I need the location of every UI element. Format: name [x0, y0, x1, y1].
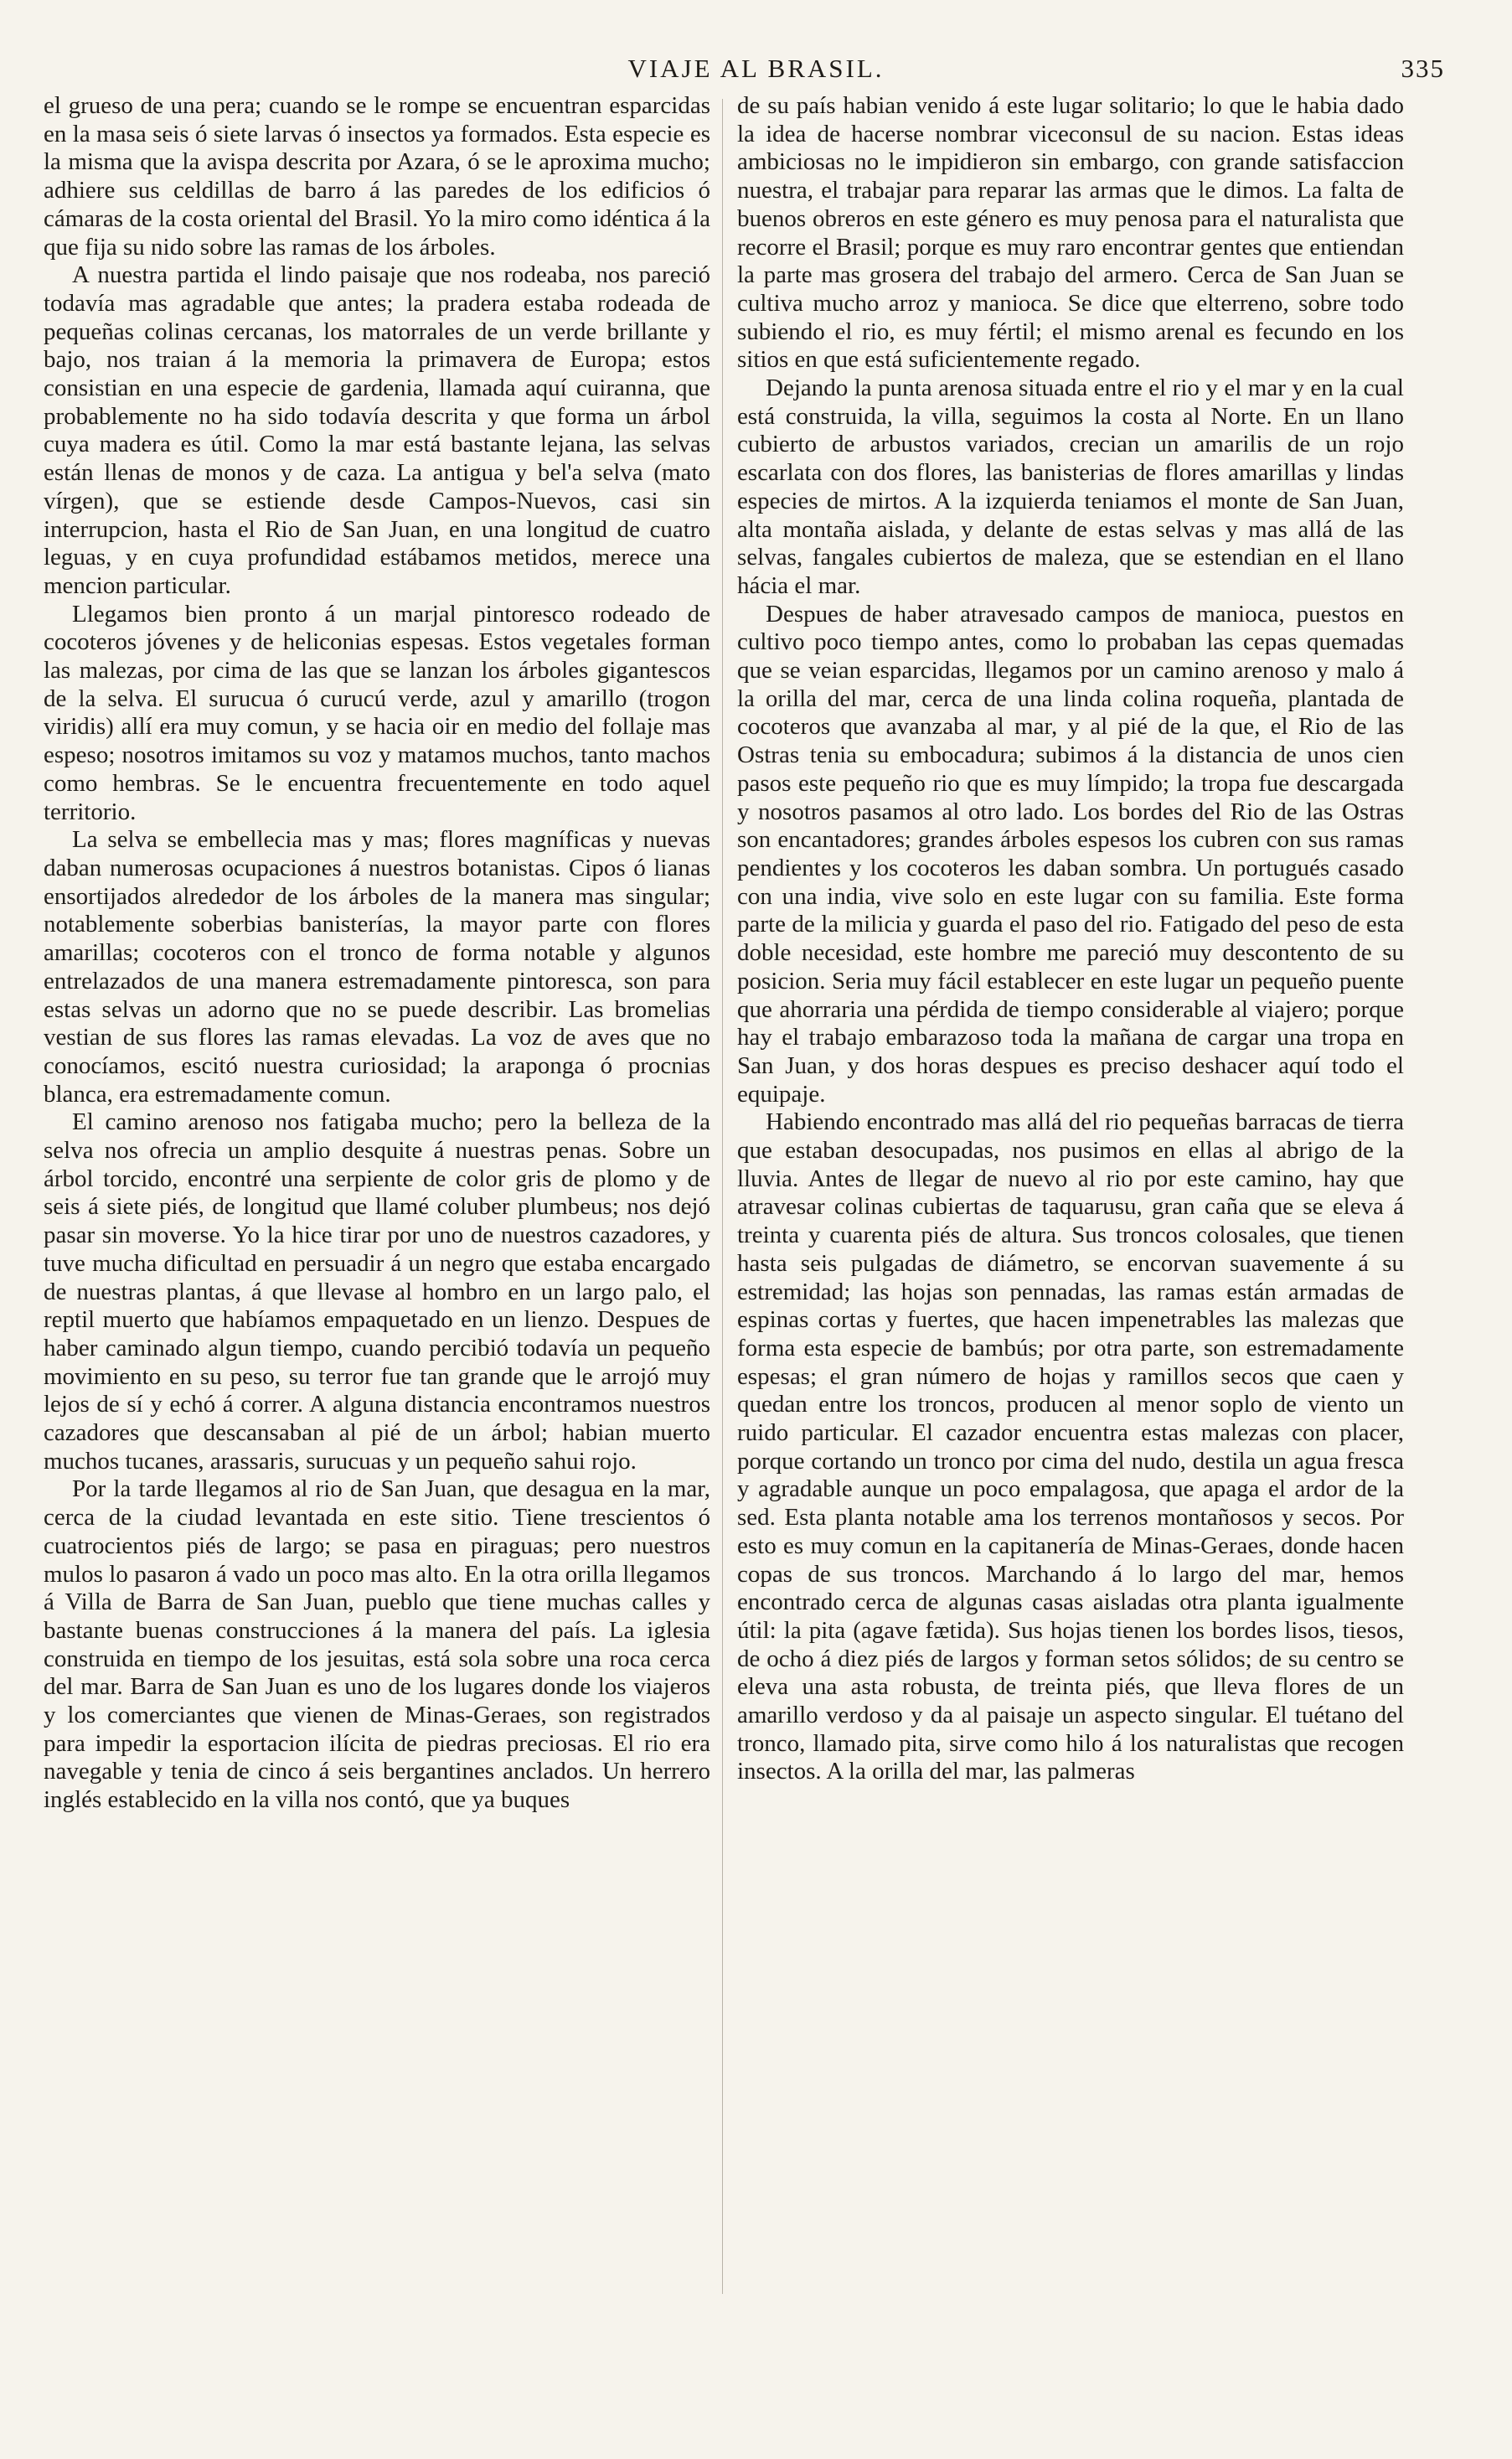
paragraph: Despues de haber atravesado campos de manioca, puestos en cultivo poco tiempo antes, como lo probaban las cepas quemadas que se veian esparcidas, llegamos por un camino arenoso y malo á la orilla del mar, cerca de una linda colina roqueña, plantada de cocoteros que avanzaba al mar, y al pié de la que, el Rio de las Ostras tenia su embocadura; subimos á la distancia de unos cien pasos este pequeño rio que es muy límpido; la tropa fue descargada y nosotros pasamos al otro lado. Los bordes del Rio de las Ostras son encantadores; grandes árboles espesos los cubren con sus ramas pendientes y los cocoteros les daban sombra. Un portugués casado con una india, vive solo en este lugar con su familia. Este forma parte de la milicia y guarda el paso del rio. Fatigado del peso de esta doble necesidad, este hombre me pareció muy descontento de su posicion. Seria muy fácil establecer en este lugar un pequeño puente que ahorraria una pérdida de tiempo considerable al viajero; porque hay el trabajo embarazoso toda la mañana de cargar una tropa en San Juan, y dos horas despues es preciso deshacer aquí todo el equipaje.	[737, 600, 1404, 1108]
paragraph: de su país habian venido á este lugar solitario; lo que le habia dado la idea de hacerse nombrar viceconsul de su nacion. Estas ideas ambiciosas no le impidieron sin embargo, con grande satisfaccion nuestra, el trabajar para reparar las armas que le dimos. La falta de buenos obreros en este género es muy penosa para el naturalista que recorre el Brasil; porque es muy raro encontrar gentes que entiendan la parte mas grosera del trabajo del armero. Cerca de San Juan se cultiva mucho arroz y manioca. Se dice que elterreno, sobre todo subiendo el rio, es muy fértil; el mismo arenal es fecundo en los sitios en que está suficientemente regado.	[737, 92, 1404, 374]
running-header	[42, 52, 1470, 85]
paragraph: Por la tarde llegamos al rio de San Juan, que desagua en la mar, cerca de la ciudad levantada en este sitio. Tiene trescientos ó cuatrocientos piés de largo; se pasa en piraguas; pero nuestros mulos lo pasaron á vado un poco mas alto. En la otra orilla llegamos á Villa de Barra de San Juan, pueblo que tiene muchas calles y bastante buenas construcciones á la manera del país. La iglesia construida en tiempo de los jesuitas, está sola sobre una roca cerca del mar. Barra de San Juan es uno de los lugares donde los viajeros y los comerciantes que vienen de Minas-Geraes, son registrados para impedir la esportacion ilícita de piedras preciosas. El rio era navegable y tenia de cinco á seis bergantines anclados. Un herrero inglés establecido en la villa nos contó, que ya buques	[44, 1475, 710, 1814]
paragraph: Dejando la punta arenosa situada entre el rio y el mar y en la cual está construida, la villa, seguimos la costa al Norte. En un llano cubierto de arbustos variados, crecian un amarilis de un rojo escarlata con dos flores, las banisterias de flores amarillas y lindas especies de mirtos. A la izquierda teniamos el monte de San Juan, alta montaña aislada, y delante de estas selvas y mas allá de las selvas, fangales cubiertos de maleza, que se estendian en el llano hácia el mar.	[737, 375, 1404, 599]
paragraph: Llegamos bien pronto á un marjal pintoresco rodeado de cocoteros jóvenes y de heliconias espesas. Estos vegetales forman las malezas, por cima de las que se lanzan los árboles gigantescos de la selva. El surucua ó curucú verde, azul y amarillo (trogon viridis) allí era muy comun, y se hacia oir en medio del follaje mas espeso; nosotros imitamos su voz y matamos muchos, tanto machos como hembras. Se le encuentra frecuentemente en todo aquel territorio.	[44, 600, 710, 825]
left-column	[44, 92, 710, 2421]
right-column	[737, 92, 1404, 2421]
paragraph: el grueso de una pera; cuando se le rompe se encuentran esparcidas en la masa seis ó siete larvas ó insectos ya formados. Esta especie es la misma que la avispa descrita por Azara, ó se le aproxima mucho; adhiere sus celdillas de barro á las paredes de los edificios ó cámaras de la costa oriental del Brasil. Yo la miro como idéntica á la que fija su nido sobre las ramas de los árboles.	[44, 92, 710, 261]
running-title: VIAJE AL BRASIL.	[627, 54, 885, 83]
paragraph: A nuestra partida el lindo paisaje que nos rodeaba, nos pareció todavía mas agradable que antes; la pradera estaba rodeada de pequeñas colinas cercanas, los matorrales de un verde brillante y bajo, nos traian á la memoria la primavera de Europa; estos consistian en una especie de gardenia, llamada aquí cuiranna, que probablemente no ha sido todavía descrita y que forma un árbol cuya madera es útil. Como la mar está bastante lejana, las selvas están llenas de monos y de caza. La antigua y bel'a selva (mato vírgen), que se estiende desde Campos-Nuevos, casi sin interrupcion, hasta el Rio de San Juan, en una longitud de cuatro leguas, y en cuya profundidad estábamos metidos, merece una mencion particular.	[44, 261, 710, 599]
page-number: 335	[1401, 54, 1445, 83]
column-divider	[722, 99, 723, 2294]
paragraph: La selva se embellecia mas y mas; flores magníficas y nuevas daban numerosas ocupaciones á nuestros botanistas. Cipos ó lianas ensortijados alrededor de los árboles de la manera mas singular; notablemente soberbias banisterías, la mayor parte con flores amarillas; cocoteros con el tronco de forma notable y algunos entrelazados de una manera estremadamente pintoresca, son para estas selvas un adorno que no se puede describir. Las bromelias vestian de sus flores las ramas elevadas. La voz de aves que no conocíamos, escitó nuestra curiosidad; la araponga ó procnias blanca, era estremadamente comun.	[44, 826, 710, 1108]
paragraph: Habiendo encontrado mas allá del rio pequeñas barracas de tierra que estaban desocupadas, nos pusimos en ellas al abrigo de la lluvia. Antes de llegar de nuevo al rio por este camino, hay que atravesar colinas cubiertas de taquarusu, gran caña que se eleva á treinta y cuarenta piés de altura. Sus troncos colosales, que tienen hasta seis pulgadas de diámetro, se encorvan suavemente á su estremidad; las hojas son pennadas, las ramas están armadas de espinas cortas y fuertes, que hacen impenetrables las malezas que forma esta especie de bambús; por otra parte, son estremadamente espesas; el gran número de hojas y ramillos secos que caen y quedan entre los troncos, producen al menor soplo de viento un ruido particular. El cazador encuentra estas malezas con placer, porque cortando un tronco por cima del nudo, destila un agua fresca y agradable aunque un poco empalagosa, que apaga el ardor de la sed. Esta planta notable ama los terrenos montañosos y secos. Por esto es muy comun en la capitanería de Minas-Geraes, donde hacen copas de sus troncos. Marchando á lo largo del mar, hemos encontrado cerca de algunas casas aisladas otra planta igualmente útil: la pita (agave fætida). Sus hojas tienen los bordes lisos, tiesos, de ocho á diez piés de largos y forman setos sólidos; de su centro se eleva una asta robusta, de treinta piés, que lleva flores de un amarillo verdoso y da al paisaje un aspecto singular. El tuétano del tronco, llamado pita, sirve como hilo á los naturalistas que recogen insectos. A la orilla del mar, las palmeras	[737, 1108, 1404, 1785]
paragraph: El camino arenoso nos fatigaba mucho; pero la belleza de la selva nos ofrecia un amplio desquite á nuestras penas. Sobre un árbol torcido, encontré una serpiente de color gris de plomo y de seis á siete piés, de longitud que llamé coluber plumbeus; nos dejó pasar sin moverse. Yo la hice tirar por uno de nuestros cazadores, y tuve mucha dificultad en persuadir á un negro que estaba encargado de nuestras plantas, á que llevase al hombro en un largo palo, el reptil muerto que habíamos empaquetado en un lienzo. Despues de haber caminado algun tiempo, cuando percibió todavía un pequeño movimiento en su peso, su terror fue tan grande que le arrojó muy lejos de sí y echó á correr. A alguna distancia encontramos nuestros cazadores que descansaban al pié de un árbol; habian muerto muchos tucanes, arassaris, surucuas y un pequeño sahui rojo.	[44, 1108, 710, 1475]
